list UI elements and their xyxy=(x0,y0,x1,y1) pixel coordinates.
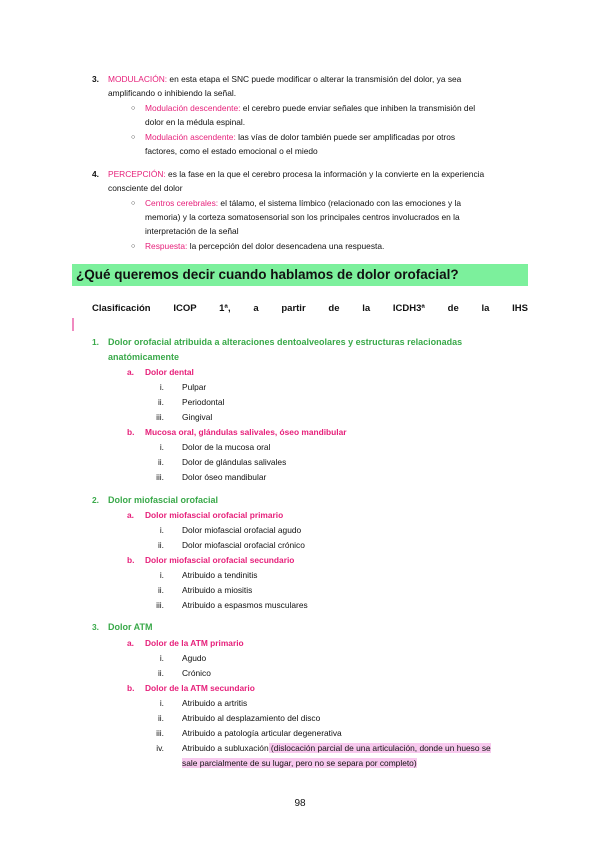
roman: iii. xyxy=(156,412,164,422)
sub-item: Agudo xyxy=(182,653,207,663)
roman: i. xyxy=(159,525,164,535)
roman: i. xyxy=(159,570,164,580)
text: las vías de dolor también puede ser amplificadas por otros xyxy=(235,132,456,142)
sub-title: Dolor miofascial orofacial secundario xyxy=(145,555,295,565)
roman: i. xyxy=(159,653,164,663)
sub-item: Atribuido a miositis xyxy=(182,585,253,595)
highlighted-note-2: sale parcialmente de su lugar, pero no se separa por completo) xyxy=(182,758,417,768)
roman: i. xyxy=(159,698,164,708)
sub-item: Dolor óseo mandibular xyxy=(182,472,267,482)
bullet-text xyxy=(145,101,528,116)
list-title: Dolor ATM xyxy=(108,622,153,632)
sub-letter: a. xyxy=(127,638,134,648)
page-number: 98 xyxy=(294,798,306,809)
item-number: 4. xyxy=(92,169,99,179)
sub-item-2 xyxy=(182,756,417,771)
text: es la fase en la que el cerebro procesa la información y la convierte en la experiencia xyxy=(165,169,485,179)
list-number: 2. xyxy=(92,495,99,505)
sub-letter: b. xyxy=(127,427,135,437)
text: la percepción del dolor desencadena una respuesta. xyxy=(187,241,385,251)
text: el tálamo, el sistema límbico (relacionado con las emociones y la xyxy=(218,198,462,208)
sub-letter: a. xyxy=(127,510,134,520)
bullet-text-3: interpretación de la señal xyxy=(145,226,239,236)
sub-title: Dolor de la ATM secundario xyxy=(145,683,255,693)
roman: iii. xyxy=(156,728,164,738)
sub-item: Atribuido al desplazamiento del disco xyxy=(182,713,321,723)
roman: iii. xyxy=(156,472,164,482)
sub-item: Atribuido a tendinitis xyxy=(182,570,258,580)
sub-item: Atribuido a artritis xyxy=(182,698,248,708)
sub-item: Atribuido a patología articular degenerativa xyxy=(182,728,342,738)
list-number: 1. xyxy=(92,337,99,347)
term: MODULACIÓN: xyxy=(108,74,168,84)
section-heading: ¿Qué queremos decir cuando hablamos de dolor orofacial? xyxy=(76,267,459,282)
sub-item: Dolor miofascial orofacial crónico xyxy=(182,540,305,550)
sub-item: Gingival xyxy=(182,412,213,422)
item-number: 3. xyxy=(92,74,99,84)
bullet-icon: ○ xyxy=(131,105,136,112)
sub-item: Pulpar xyxy=(182,382,207,392)
sub-item: Dolor de glándulas salivales xyxy=(182,457,287,467)
roman: i. xyxy=(159,442,164,452)
bullet-icon: ○ xyxy=(131,134,136,141)
text: en esta etapa el SNC puede modificar o alterar la transmisión del dolor, ya sea xyxy=(167,74,462,84)
item-text xyxy=(108,167,528,182)
bullet-text-2: memoria) y la corteza somatosensorial son los principales centros involucrados en la xyxy=(145,212,460,222)
list-title: Dolor miofascial orofacial xyxy=(108,495,219,505)
item-text-2: amplificando o inhibiendo la señal. xyxy=(108,88,237,98)
highlighted-note: (dislocación parcial de una articulación, donde un hueso se xyxy=(268,743,491,753)
roman: ii. xyxy=(157,713,164,723)
bullet-icon: ○ xyxy=(131,200,136,207)
roman: ii. xyxy=(157,585,164,595)
bullet-text xyxy=(145,239,384,254)
sub-letter: b. xyxy=(127,683,135,693)
sub-item: Atribuido a espasmos musculares xyxy=(182,600,308,610)
bullet-text-2: factores, como el estado emocional o el miedo xyxy=(145,146,318,156)
term: Respuesta: xyxy=(145,241,188,251)
sub-letter: a. xyxy=(127,367,134,377)
roman: ii. xyxy=(157,457,164,467)
sub-item: Periodontal xyxy=(182,397,225,407)
bullet-text-2: dolor en la médula espinal. xyxy=(145,117,246,127)
text: el cerebro puede enviar señales que inhiben la transmisión del xyxy=(240,103,476,113)
item-text xyxy=(108,72,528,87)
item-text-2: consciente del dolor xyxy=(108,183,183,193)
roman: iii. xyxy=(156,600,164,610)
list-title-2: anatómicamente xyxy=(108,352,180,362)
roman: ii. xyxy=(157,540,164,550)
sub-item: Dolor de la mucosa oral xyxy=(182,442,271,452)
list-title: Dolor orofacial atribuida a alteraciones dentoalveolares y estructuras relacionadas xyxy=(108,337,463,347)
sub-item-text: Atribuido a subluxación xyxy=(182,743,269,753)
term: PERCEPCIÓN: xyxy=(108,169,166,179)
bullet-text xyxy=(145,196,528,211)
sub-title: Mucosa oral, glándulas salivales, óseo mandibular xyxy=(145,427,347,437)
roman: ii. xyxy=(157,397,164,407)
sub-item xyxy=(182,741,528,756)
sub-title: Dolor miofascial orofacial primario xyxy=(145,510,284,520)
roman: ii. xyxy=(157,668,164,678)
sub-letter: b. xyxy=(127,555,135,565)
bullet-icon: ○ xyxy=(131,243,136,250)
term: Modulación ascendente: xyxy=(145,132,236,142)
term: Modulación descendente: xyxy=(145,103,241,113)
term: Centros cerebrales: xyxy=(145,198,219,208)
sub-item: Dolor miofascial orofacial agudo xyxy=(182,525,302,535)
sub-title: Dolor dental xyxy=(145,367,194,377)
bullet-text xyxy=(145,130,528,145)
roman: i. xyxy=(159,382,164,392)
list-number: 3. xyxy=(92,622,99,632)
pink-marker xyxy=(72,318,74,331)
roman: iv. xyxy=(156,743,164,753)
classification-line: Clasificación ICOP 1ª, a partir de la ICDH3ª de la IHS xyxy=(92,303,528,314)
sub-item: Crónico xyxy=(182,668,211,678)
sub-title: Dolor de la ATM primario xyxy=(145,638,244,648)
